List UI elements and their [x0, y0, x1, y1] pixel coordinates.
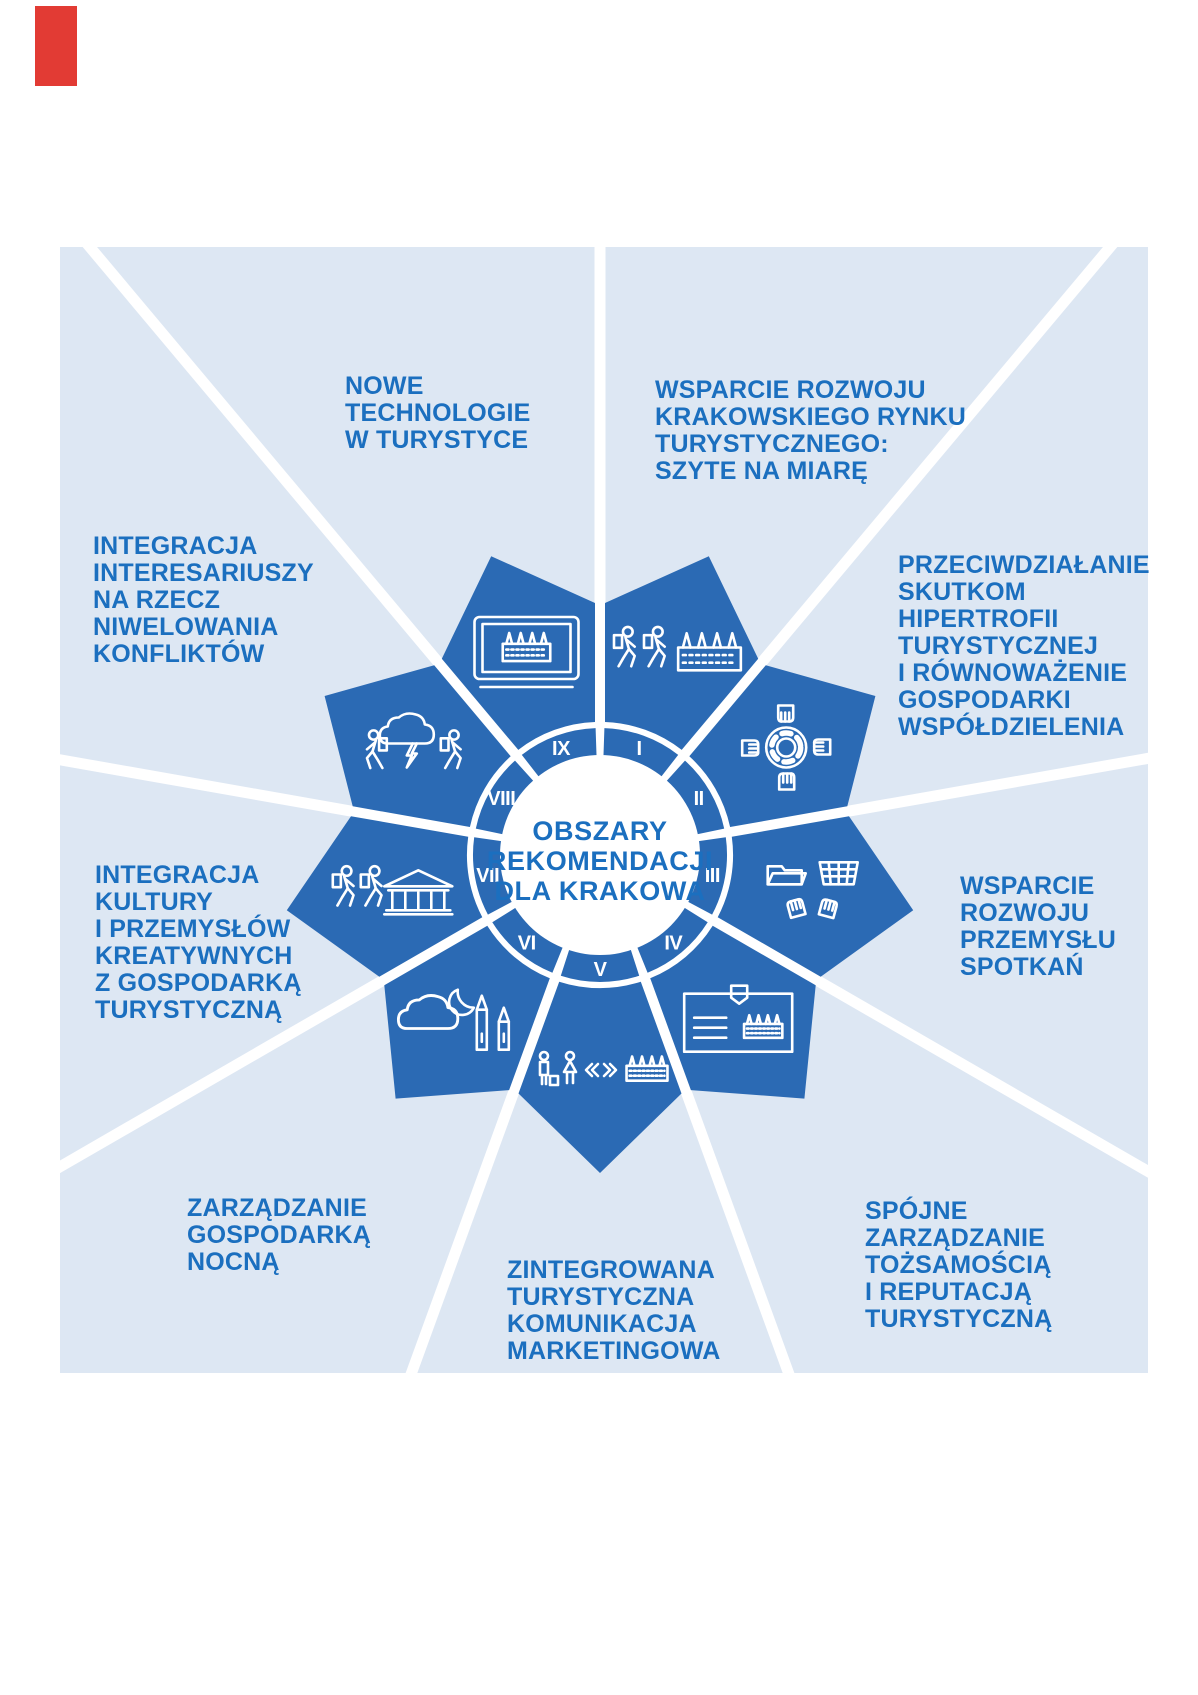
red-bookmark-marker: [35, 6, 77, 86]
area-label-7: [95, 862, 302, 1024]
numeral-III: III: [704, 865, 720, 887]
label-line: TURYSTYCZNĄ: [95, 996, 283, 1024]
label-line: WSPARCIE: [960, 872, 1095, 900]
area-label-1: [655, 377, 966, 485]
numeral-IX: IX: [552, 738, 570, 761]
label-line: INTERESARIUSZY: [93, 559, 314, 587]
label-line: GOSPODARKI: [898, 686, 1071, 714]
label-line: OBSZARY: [532, 816, 668, 846]
numeral-IV: IV: [664, 932, 683, 955]
area-label-3: [960, 873, 1116, 981]
numeral-I: I: [636, 738, 642, 761]
label-line: WSPARCIE ROZWOJU: [655, 376, 926, 404]
numeral-II: II: [693, 788, 704, 811]
numeral-VII: VII: [476, 865, 500, 887]
label-line: KOMUNIKACJA: [507, 1310, 697, 1338]
label-line: TURYSTYCZNEGO:: [655, 430, 889, 458]
label-line: DLA KRAKOWA: [494, 876, 706, 906]
label-line: HIPERTROFII: [898, 605, 1059, 633]
label-line: SPOTKAŃ: [960, 953, 1084, 981]
label-line: MARKETINGOWA: [507, 1337, 721, 1365]
label-line: I REPUTACJĄ: [865, 1278, 1033, 1306]
area-label-9: [345, 373, 531, 454]
label-line: PRZEMYSŁU: [960, 926, 1116, 954]
label-line: ZINTEGROWANA: [507, 1256, 715, 1284]
area-label-8: [93, 533, 314, 668]
label-line: I PRZEMYSŁÓW: [95, 915, 291, 943]
label-line: REKOMENDACJI: [486, 846, 714, 876]
label-line: ROZWOJU: [960, 899, 1090, 927]
label-line: INTEGRACJA: [93, 532, 258, 560]
area-label-4: [865, 1198, 1052, 1333]
label-line: KREATYWNYCH: [95, 942, 293, 970]
label-line: Z GOSPODARKĄ: [95, 969, 302, 997]
label-line: KULTURY: [95, 888, 214, 916]
label-line: GOSPODARKĄ: [187, 1221, 371, 1249]
label-line: NA RZECZ: [93, 586, 221, 614]
label-line: SPÓJNE: [865, 1197, 968, 1225]
area-label-5: [507, 1257, 721, 1365]
label-line: KONFLIKTÓW: [93, 640, 265, 668]
label-line: TECHNOLOGIE: [345, 399, 531, 427]
label-line: NOWE: [345, 372, 424, 400]
sector-divider-line: [60, 247, 542, 786]
label-line: ZARZĄDZANIE: [187, 1194, 367, 1222]
numeral-VI: VI: [517, 932, 536, 955]
label-line: SKUTKOM: [898, 578, 1026, 606]
center-title: [487, 816, 713, 906]
label-line: I RÓWNOWAŻENIE: [898, 659, 1128, 687]
label-line: TURYSTYCZNĄ: [865, 1305, 1053, 1333]
label-line: NIWELOWANIA: [93, 613, 279, 641]
label-line: W TURYSTYCE: [345, 426, 529, 454]
label-line: ZARZĄDZANIE: [865, 1224, 1045, 1252]
label-line: PRZECIWDZIAŁANIE: [898, 551, 1150, 579]
label-line: TURYSTYCZNEJ: [898, 632, 1099, 660]
area-label-2: [898, 552, 1150, 741]
label-line: INTEGRACJA: [95, 861, 260, 889]
numeral-V: V: [593, 959, 607, 982]
numeral-VIII: VIII: [487, 788, 516, 811]
label-line: NOCNĄ: [187, 1248, 280, 1276]
label-line: KRAKOWSKIEGO RYNKU: [655, 403, 967, 431]
label-line: WSPÓŁDZIELENIA: [898, 713, 1125, 741]
label-line: SZYTE NA MIARĘ: [655, 457, 868, 485]
area-label-6: [187, 1195, 371, 1276]
label-line: TURYSTYCZNA: [507, 1283, 695, 1311]
label-line: TOŻSAMOŚCIĄ: [865, 1251, 1052, 1279]
